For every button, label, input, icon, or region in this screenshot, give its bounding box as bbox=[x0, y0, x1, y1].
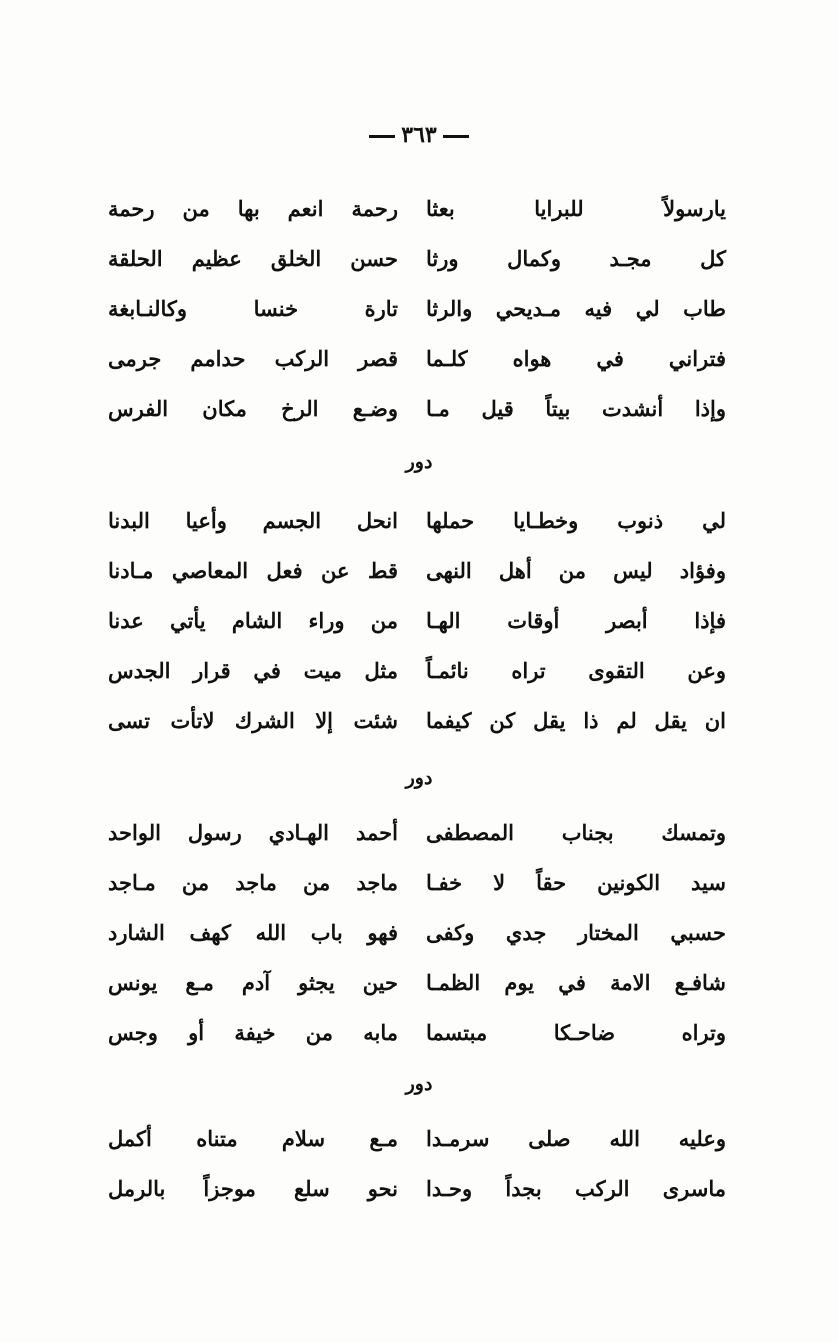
stanza-4 bbox=[0, 1114, 838, 1214]
first-hemistich: سيد الكونين حقاً لا خفـا bbox=[426, 870, 726, 895]
first-hemistich: فإذا أبصر أوقات الهـا bbox=[426, 608, 726, 633]
refrain-heading: دور bbox=[405, 1073, 433, 1095]
refrain-heading: دور bbox=[405, 767, 433, 789]
verse bbox=[0, 808, 838, 858]
second-hemistich: مابه من خيفة أو وجس bbox=[108, 1020, 398, 1045]
first-hemistich: ماسرى الركب بجداً وحـدا bbox=[426, 1176, 726, 1201]
refrain-heading: دور bbox=[405, 451, 433, 473]
second-hemistich: قط عن فعل المعاصي مـادنا bbox=[108, 558, 398, 583]
stanza-1 bbox=[0, 184, 838, 434]
first-hemistich: وفؤاد ليس من أهل النهى bbox=[426, 558, 726, 583]
first-hemistich: طاب لي فيه مـديحي والرثا bbox=[426, 296, 726, 321]
second-hemistich: مثل ميت في قرار الجدس bbox=[108, 658, 398, 683]
verse bbox=[0, 546, 838, 596]
stanza-2 bbox=[0, 496, 838, 746]
page-number-text: ٣٦٣ bbox=[401, 122, 437, 148]
second-hemistich: ماجد من ماجد من مـاجد bbox=[108, 870, 398, 895]
second-hemistich: انحل الجسم وأعيا البدنا bbox=[108, 508, 398, 533]
second-hemistich: مـع سلام متناه أكمل bbox=[108, 1126, 398, 1151]
first-hemistich: وعليه الله صلى سرمـدا bbox=[426, 1126, 726, 1151]
verse bbox=[0, 958, 838, 1008]
verse bbox=[0, 384, 838, 434]
verse bbox=[0, 184, 838, 234]
page-number-dash bbox=[443, 135, 469, 138]
verse bbox=[0, 596, 838, 646]
first-hemistich: وتراه ضاحـكا مبتسما bbox=[426, 1020, 726, 1045]
second-hemistich: حسن الخلق عظيم الحلقة bbox=[108, 246, 398, 271]
verse bbox=[0, 334, 838, 384]
verse bbox=[0, 284, 838, 334]
first-hemistich: وإذا أنشدت بيتاً قيل مـا bbox=[426, 396, 726, 421]
page-number bbox=[0, 122, 838, 148]
verse bbox=[0, 234, 838, 284]
first-hemistich: حسبي المختار جدي وكفى bbox=[426, 920, 726, 945]
second-hemistich: أحمد الهـادي رسول الواحد bbox=[108, 820, 398, 845]
second-hemistich: من وراء الشام يأتي عدنا bbox=[108, 608, 398, 633]
first-hemistich: كل مجـد وكمال ورثا bbox=[426, 246, 726, 271]
verse bbox=[0, 1008, 838, 1058]
first-hemistich: فتراني في هواه كلـما bbox=[426, 346, 726, 371]
second-hemistich: رحمة انعم بها من رحمة bbox=[108, 196, 398, 221]
verse bbox=[0, 496, 838, 546]
second-hemistich: شئت إلا الشرك لاتأت تسى bbox=[108, 708, 398, 733]
second-hemistich: فهو باب الله كهف الشارد bbox=[108, 920, 398, 945]
verse bbox=[0, 646, 838, 696]
page-number-dash bbox=[369, 135, 395, 138]
second-hemistich: حين يجثو آدم مـع يونس bbox=[108, 970, 398, 995]
second-hemistich: قصر الركب حدامم جرمى bbox=[108, 346, 398, 371]
first-hemistich: يارسولاً للبرايا بعثا bbox=[426, 196, 726, 221]
second-hemistich: وضـع الرخ مكان الفرس bbox=[108, 396, 398, 421]
first-hemistich: ان يقل لم ذا يقل كن كيفما bbox=[426, 708, 726, 733]
verse bbox=[0, 858, 838, 908]
verse bbox=[0, 696, 838, 746]
verse bbox=[0, 908, 838, 958]
second-hemistich: تارة خنسا وكالنـابغة bbox=[108, 296, 398, 321]
first-hemistich: وعن التقوى تراه نائمـاً bbox=[426, 658, 726, 683]
first-hemistich: شافـع الامة في يوم الظمـا bbox=[426, 970, 726, 995]
verse bbox=[0, 1164, 838, 1214]
verse bbox=[0, 1114, 838, 1164]
stanza-3 bbox=[0, 808, 838, 1058]
first-hemistich: وتمسك بجناب المصطفى bbox=[426, 820, 726, 845]
second-hemistich: نحو سلع موجزاً بالرمل bbox=[108, 1176, 398, 1201]
first-hemistich: لي ذنوب وخطـايا حملها bbox=[426, 508, 726, 533]
